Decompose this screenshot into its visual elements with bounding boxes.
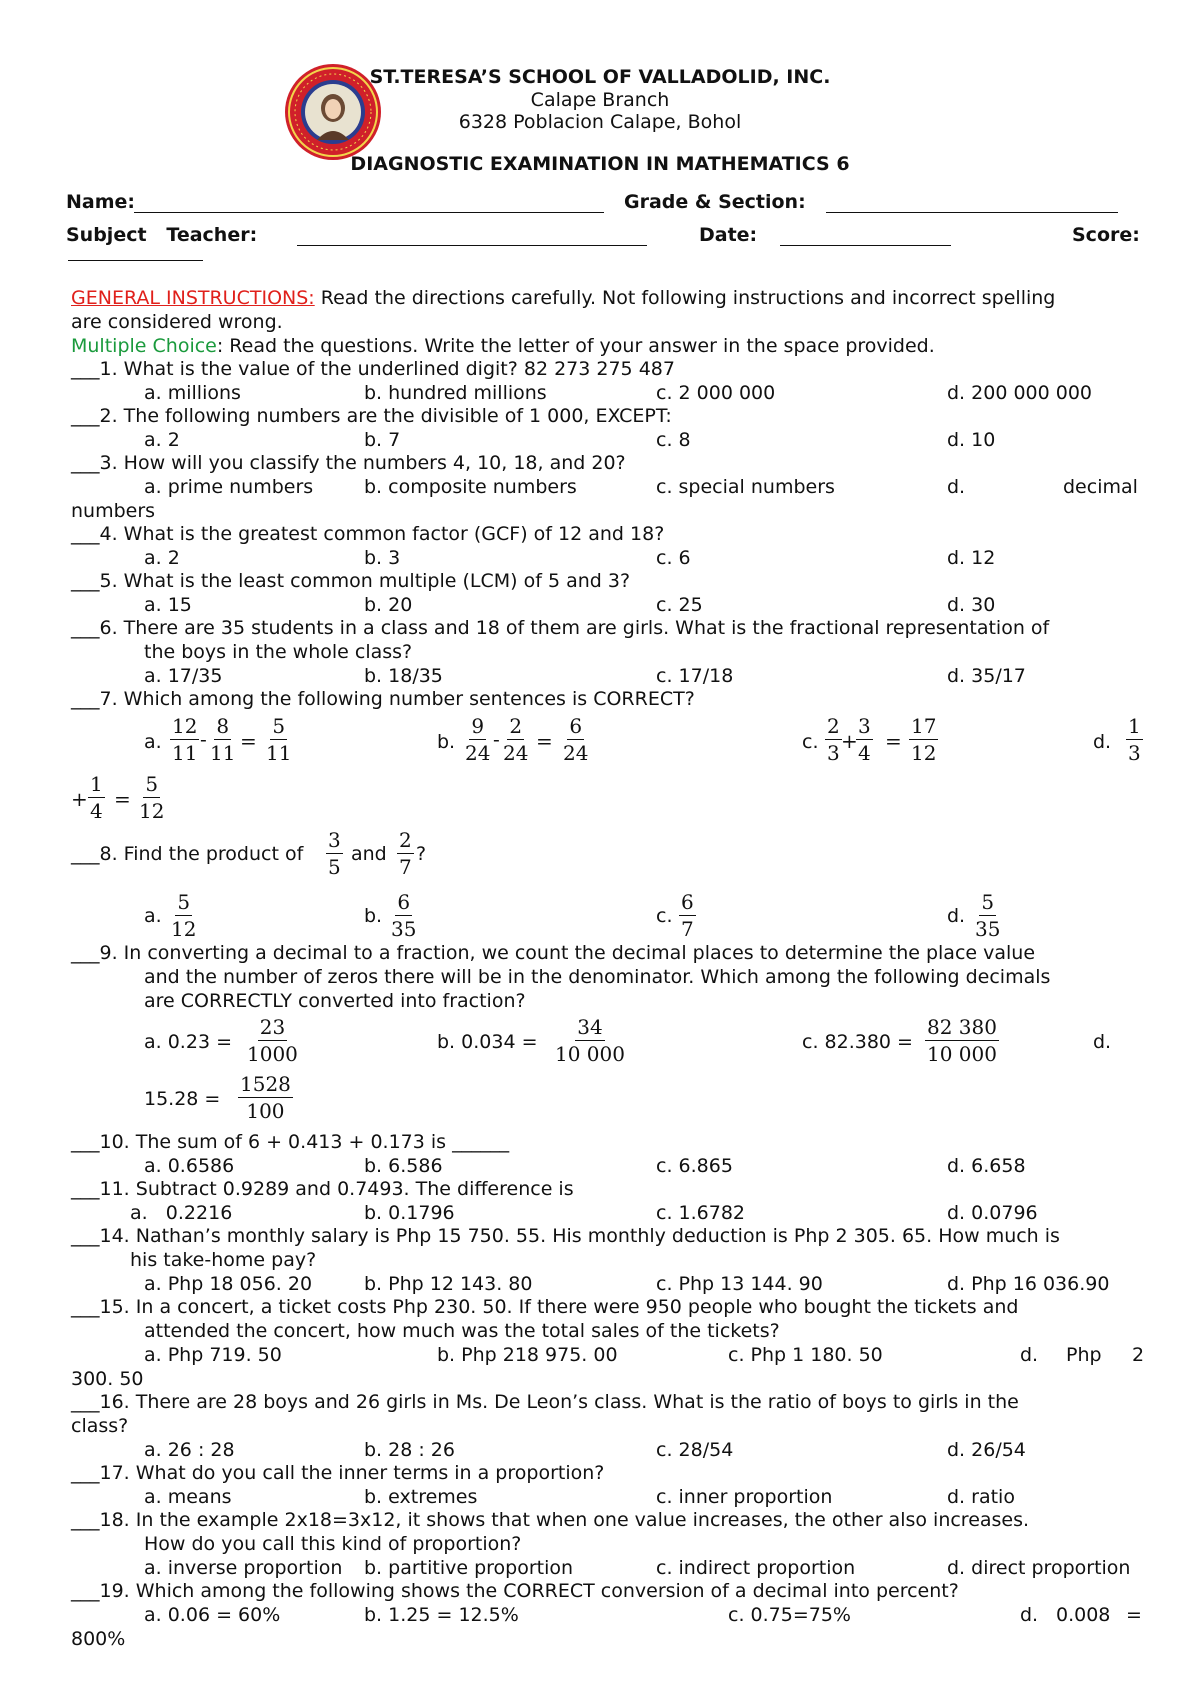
question-9-cont2: are CORRECTLY converted into fraction?: [144, 990, 526, 1012]
q5-option-d: d. 30: [947, 594, 996, 616]
q15-option-b: b. Php 218 975. 00: [437, 1344, 618, 1366]
q10-option-a: a. 0.6586: [144, 1155, 235, 1177]
q6-option-d: d. 35/17: [947, 665, 1026, 687]
fraction: [463, 713, 492, 766]
score-label: Score:: [1072, 224, 1140, 246]
q11-option-b: b. 0.1796: [364, 1202, 455, 1224]
denominator: 11: [266, 741, 292, 765]
answer-blank[interactable]: ___: [71, 617, 100, 639]
q18-option-a: a. inverse proportion: [144, 1557, 343, 1579]
question-8-and: and: [351, 843, 387, 865]
q14-option-c: c. Php 13 144. 90: [656, 1273, 823, 1295]
question-text: 4. What is the greatest common factor (GCF) of 12 and 18?: [99, 523, 665, 545]
branch-name: Calape Branch: [530, 89, 670, 111]
numerator: 2: [827, 714, 840, 738]
question-1: [71, 358, 675, 380]
multiple-choice-label: Multiple Choice: [71, 335, 217, 357]
q19-option-d: d.: [1020, 1604, 1039, 1626]
q3-option-d-text-cont: numbers: [71, 500, 156, 522]
numerator: 5: [272, 714, 286, 738]
fraction: [1126, 713, 1143, 766]
question-text: 1. What is the value of the underlined digit? 82 273 275 487: [99, 358, 675, 380]
fraction: [679, 889, 696, 942]
fraction: [825, 713, 842, 766]
grade-section-label: Grade & Section:: [624, 191, 806, 213]
q16-option-b: b. 28 : 26: [364, 1439, 455, 1461]
general-instructions-cont: are considered wrong.: [71, 311, 283, 333]
question-14-cont: his take-home pay?: [130, 1249, 317, 1271]
question-9: [71, 942, 1035, 964]
numerator: 6: [397, 890, 411, 914]
question-text: 17. What do you call the inner terms in a proportion?: [99, 1462, 605, 1484]
q16-option-c: c. 28/54: [656, 1439, 734, 1461]
answer-blank[interactable]: ___: [71, 405, 100, 427]
answer-blank[interactable]: ___: [71, 1580, 100, 1602]
denominator: 24: [563, 741, 589, 765]
denominator: 11: [210, 741, 236, 765]
numerator: 2: [509, 714, 523, 738]
q8-option-c: c.: [656, 905, 673, 927]
fraction: [208, 713, 237, 766]
question-15-cont: attended the concert, how much was the total sales of the tickets?: [144, 1320, 780, 1342]
plus-sign: +: [841, 729, 858, 753]
question-text: 9. In converting a decimal to a fraction, we count the decimal places to determine the place value: [99, 942, 1036, 964]
q11-option-a: a. 0.2216: [130, 1202, 233, 1224]
equals-sign: =: [114, 787, 131, 811]
q9-option-d: d.: [1093, 1031, 1112, 1053]
fraction: [389, 889, 418, 942]
name-label: Name:: [66, 191, 136, 213]
question-10: [71, 1131, 509, 1153]
question-text: 18. In the example 2x18=3x12, it shows that when one value increases, the other also increases.: [99, 1509, 1030, 1531]
numerator: 2: [399, 828, 412, 852]
numerator: 34: [577, 1015, 603, 1039]
q9-option-c: c. 82.380 =: [802, 1031, 913, 1053]
denominator: 24: [465, 741, 491, 765]
numerator: 1: [90, 772, 103, 796]
answer-blank[interactable]: ___: [71, 942, 100, 964]
numerator: 17: [911, 714, 937, 738]
answer-blank[interactable]: ___: [71, 1296, 100, 1318]
question-text: 6. There are 35 students in a class and 18 of them are girls. What is the fractional representation of: [99, 617, 1050, 639]
question-8-mark: ?: [416, 843, 427, 865]
q6-option-b: b. 18/35: [364, 665, 443, 687]
question-5: [71, 570, 630, 592]
q15-option-d-value-cont: 300. 50: [71, 1368, 144, 1390]
q3-option-d: d.: [947, 476, 966, 498]
answer-blank[interactable]: ___: [71, 452, 100, 474]
question-text: 19. Which among the following shows the CORRECT conversion of a decimal into percent?: [99, 1580, 959, 1602]
q7-option-c: c.: [802, 731, 819, 753]
q11-option-c: c. 1.6782: [656, 1202, 746, 1224]
fraction: [856, 713, 873, 766]
q15-option-d-value: 2: [1132, 1344, 1145, 1366]
q4-option-a: a. 2: [144, 547, 180, 569]
denominator: 12: [911, 741, 937, 765]
fraction: [245, 1014, 300, 1067]
question-15: [71, 1296, 1018, 1318]
denominator: 1000: [247, 1042, 298, 1066]
general-instructions: [71, 287, 1055, 309]
q19-option-d-value: 0.008: [1056, 1604, 1111, 1626]
date-label: Date:: [699, 224, 758, 246]
answer-blank[interactable]: ___: [71, 523, 100, 545]
question-9-cont: and the number of zeros there will be in the denominator. Which among the following decimals: [144, 966, 1051, 988]
teacher-label: Subject Teacher:: [66, 224, 258, 246]
q5-option-b: b. 20: [364, 594, 413, 616]
numerator: 6: [569, 714, 583, 738]
q15-option-d: d.: [1020, 1344, 1039, 1366]
q17-option-a: a. means: [144, 1486, 232, 1508]
q8-option-d: d.: [947, 905, 966, 927]
fraction: [561, 713, 590, 766]
q16-option-a: a. 26 : 28: [144, 1439, 235, 1461]
plus-sign: +: [71, 787, 88, 811]
q16-option-d: d. 26/54: [947, 1439, 1026, 1461]
answer-blank[interactable]: ___: [71, 1225, 100, 1247]
q15-option-c: c. Php 1 180. 50: [728, 1344, 883, 1366]
question-14: [71, 1225, 1060, 1247]
q1-option-c: c. 2 000 000: [656, 382, 776, 404]
denominator: 7: [681, 917, 694, 941]
score-field[interactable]: [68, 246, 203, 261]
q5-option-c: c. 25: [656, 594, 703, 616]
answer-blank[interactable]: ___: [71, 570, 100, 592]
minus-sign: -: [200, 727, 207, 751]
denominator: 7: [399, 855, 412, 879]
q10-option-b: b. 6.586: [364, 1155, 443, 1177]
fraction: [397, 827, 414, 880]
q2-option-d: d. 10: [947, 429, 996, 451]
fraction: [88, 771, 105, 824]
q11-option-d: d. 0.0796: [947, 1202, 1038, 1224]
denominator: 35: [391, 917, 417, 941]
q14-option-d: d. Php 16 036.90: [947, 1273, 1110, 1295]
q7-option-a: a.: [144, 731, 162, 753]
denominator: 3: [1128, 741, 1141, 765]
q6-option-a: a. 17/35: [144, 665, 223, 687]
fraction: [264, 713, 293, 766]
denominator: 10 000: [927, 1042, 997, 1066]
equals-sign: =: [885, 729, 902, 753]
answer-blank[interactable]: ___: [71, 1509, 100, 1531]
answer-blank[interactable]: ___: [71, 358, 100, 380]
denominator: 4: [858, 741, 871, 765]
grade-section-field[interactable]: [826, 191, 1118, 213]
question-text: 8. Find the product of: [99, 843, 304, 865]
fraction: [170, 713, 199, 766]
q18-option-c: c. indirect proportion: [656, 1557, 856, 1579]
q8-option-b: b.: [364, 905, 383, 927]
question-8: [71, 843, 303, 865]
general-instructions-text: Read the directions carefully. Not following instructions and incorrect spelling: [314, 287, 1056, 309]
numerator: 8: [216, 714, 230, 738]
q17-option-b: b. extremes: [364, 1486, 478, 1508]
q4-option-c: c. 6: [656, 547, 691, 569]
denominator: 11: [172, 741, 198, 765]
denominator: 5: [328, 855, 341, 879]
q14-option-a: a. Php 18 056. 20: [144, 1273, 313, 1295]
denominator: 12: [139, 799, 165, 823]
q18-option-d: d. direct proportion: [947, 1557, 1131, 1579]
numerator: 9: [471, 714, 485, 738]
fraction: [169, 889, 198, 942]
q1-option-d: d. 200 000 000: [947, 382, 1093, 404]
q9-option-d-text: 15.28 =: [144, 1088, 221, 1110]
numerator: 5: [177, 890, 191, 914]
question-2: [71, 405, 672, 427]
question-19: [71, 1580, 959, 1602]
fraction: [326, 827, 343, 880]
fraction: [553, 1014, 627, 1067]
question-18: [71, 1509, 1029, 1531]
q9-option-b: b. 0.034 =: [437, 1031, 538, 1053]
question-4: [71, 523, 664, 545]
denominator: 24: [503, 741, 529, 765]
question-16: [71, 1391, 1019, 1413]
fraction: [973, 889, 1002, 942]
answer-blank[interactable]: ___: [71, 843, 100, 865]
q4-option-b: b. 3: [364, 547, 401, 569]
fraction: [909, 713, 938, 766]
numerator: 6: [681, 890, 694, 914]
multiple-choice-text: : Read the questions. Write the letter of your answer in the space provided.: [216, 335, 935, 357]
multiple-choice-instructions: [71, 335, 935, 357]
numerator: 3: [328, 828, 341, 852]
question-17: [71, 1462, 604, 1484]
q2-option-a: a. 2: [144, 429, 180, 451]
minus-sign: -: [493, 727, 500, 751]
q19-option-a: a. 0.06 = 60%: [144, 1604, 281, 1626]
numerator: 1528: [240, 1072, 291, 1096]
fraction: [501, 713, 530, 766]
q19-option-c: c. 0.75=75%: [728, 1604, 851, 1626]
numerator: 23: [259, 1015, 286, 1039]
exam-title: DIAGNOSTIC EXAMINATION IN MATHEMATICS 6: [350, 153, 850, 175]
question-11: [71, 1178, 574, 1200]
denominator: 3: [827, 741, 840, 765]
q3-option-c: c. special numbers: [656, 476, 835, 498]
question-3: [71, 452, 626, 474]
school-name: ST.TERESA’S SCHOOL OF VALLADOLID, INC.: [369, 66, 831, 88]
q3-option-a: a. prime numbers: [144, 476, 314, 498]
q4-option-d: d. 12: [947, 547, 996, 569]
q1-option-b: b. hundred millions: [364, 382, 547, 404]
q15-option-a: a. Php 719. 50: [144, 1344, 282, 1366]
q6-option-c: c. 17/18: [656, 665, 734, 687]
name-field[interactable]: [134, 191, 604, 213]
answer-blank[interactable]: ___: [71, 1462, 100, 1484]
q14-option-b: b. Php 12 143. 80: [364, 1273, 533, 1295]
question-text: 16. There are 28 boys and 26 girls in Ms. De Leon’s class. What is the ratio of boys to girls in the: [99, 1391, 1019, 1413]
q8-option-a: a.: [144, 905, 162, 927]
denominator: 35: [975, 917, 1001, 941]
question-text: 5. What is the least common multiple (LCM) of 5 and 3?: [99, 570, 631, 592]
denominator: 4: [90, 799, 103, 823]
q9-option-a: a. 0.23 =: [144, 1031, 232, 1053]
answer-blank[interactable]: ___: [71, 1391, 100, 1413]
question-text: 11. Subtract 0.9289 and 0.7493. The difference is: [99, 1178, 574, 1200]
date-field[interactable]: [780, 224, 951, 246]
answer-blank[interactable]: ___: [71, 1131, 100, 1153]
denominator: 10 000: [555, 1042, 625, 1066]
question-16-cont: class?: [71, 1415, 129, 1437]
question-7: [71, 688, 695, 710]
q17-option-d: d. ratio: [947, 1486, 1015, 1508]
q7-option-b: b.: [437, 731, 456, 753]
q15-option-d-php: Php: [1066, 1344, 1102, 1366]
q10-option-d: d. 6.658: [947, 1155, 1026, 1177]
numerator: 12: [172, 714, 198, 738]
fraction: [238, 1071, 293, 1124]
q19-option-d-value-cont: 800%: [71, 1628, 126, 1650]
question-text: 7. Which among the following number sentences is CORRECT?: [99, 688, 695, 710]
q19-option-b: b. 1.25 = 12.5%: [364, 1604, 519, 1626]
numerator: 5: [145, 772, 159, 796]
q19-option-d-eq: =: [1126, 1604, 1142, 1626]
q3-option-d-text: decimal: [1063, 476, 1138, 498]
q3-option-b: b. composite numbers: [364, 476, 577, 498]
question-text: 15. In a concert, a ticket costs Php 230. 50. If there were 950 people who bought the tickets and: [99, 1296, 1019, 1318]
q1-option-a: a. millions: [144, 382, 241, 404]
numerator: 1: [1128, 714, 1141, 738]
answer-blank[interactable]: ___: [71, 688, 100, 710]
numerator: 82 380: [927, 1015, 997, 1039]
school-address: 6328 Poblacion Calape, Bohol: [458, 111, 742, 133]
q2-option-c: c. 8: [656, 429, 691, 451]
fraction: [137, 771, 166, 824]
fraction: [925, 1014, 999, 1067]
question-text: 2. The following numbers are the divisible of 1 000, EXCEPT:: [99, 405, 672, 427]
question-6-cont: the boys in the whole class?: [144, 641, 413, 663]
numerator: 3: [858, 714, 871, 738]
question-18-cont: How do you call this kind of proportion?: [144, 1533, 522, 1555]
q7-option-d: d.: [1093, 731, 1112, 753]
q5-option-a: a. 15: [144, 594, 192, 616]
question-6: [71, 617, 1049, 639]
question-text: 10. The sum of 6 + 0.413 + 0.173 is ______: [99, 1131, 510, 1153]
q10-option-c: c. 6.865: [656, 1155, 733, 1177]
numerator: 5: [981, 890, 995, 914]
q18-option-b: b. partitive proportion: [364, 1557, 574, 1579]
question-text: 3. How will you classify the numbers 4, 10, 18, and 20?: [99, 452, 626, 474]
q2-option-b: b. 7: [364, 429, 401, 451]
denominator: 100: [246, 1099, 285, 1123]
answer-blank[interactable]: ___: [71, 1178, 100, 1200]
teacher-field[interactable]: [297, 224, 647, 246]
equals-sign: =: [536, 729, 553, 753]
equals-sign: =: [240, 729, 257, 753]
question-text: 14. Nathan’s monthly salary is Php 15 750. 55. His monthly deduction is Php 2 305. 65. How much is: [99, 1225, 1060, 1247]
denominator: 12: [171, 917, 197, 941]
q17-option-c: c. inner proportion: [656, 1486, 833, 1508]
general-instructions-label: GENERAL INSTRUCTIONS:: [71, 287, 315, 309]
